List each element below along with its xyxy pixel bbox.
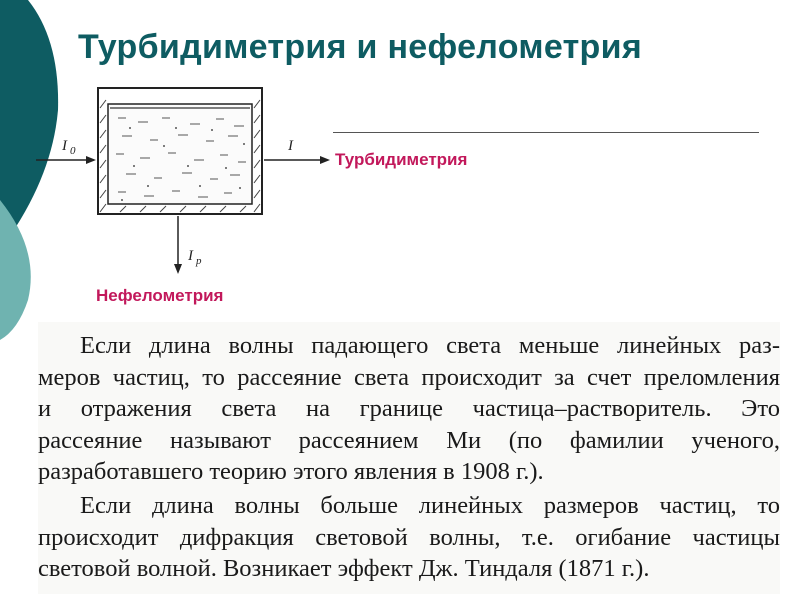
text-line: рассеяние называют рассеянием Ми (по фамилии ученого, [38,426,780,454]
incident-subscript: 0 [70,145,76,157]
transmitted-arrowhead [320,156,330,164]
text-line: происходит дифракция световой волны, т.е. огибание частицы [38,523,780,551]
scattered-subscript: p [196,255,202,267]
divider-line [333,132,759,133]
slide-title: Турбидиметрия и нефелометрия [78,28,642,66]
text-excerpt [38,322,780,594]
text-line: световой волной. Возникает эффект Дж. Тиндаля (1871 г.). [38,555,650,582]
nephelometry-label: Нефелометрия [96,286,224,305]
text-line: разработавшего теорию этого явления в 1908 г.). [38,458,544,485]
turbidimetry-label: Турбидиметрия [335,150,468,169]
incident-arrowhead [86,156,96,164]
cuvette-inner [108,104,252,204]
paragraph-mie [38,330,780,488]
cuvette-diagram [30,78,350,298]
scattered-label: I [188,248,193,264]
transmitted-label: I [288,138,293,154]
text-line: меров частиц, то рассеяние света происходит за счет преломления [38,363,780,391]
text-line: и отражения света на границе частица–растворитель. Это [38,395,780,422]
scattered-arrowhead [174,264,182,274]
incident-label: I [62,138,67,154]
text-line: Если длина волны падающего света меньше линейных раз- [80,332,780,359]
text-line: Если длина волны больше линейных размеров частиц, то [80,492,780,519]
paragraph-tyndall [38,490,780,585]
